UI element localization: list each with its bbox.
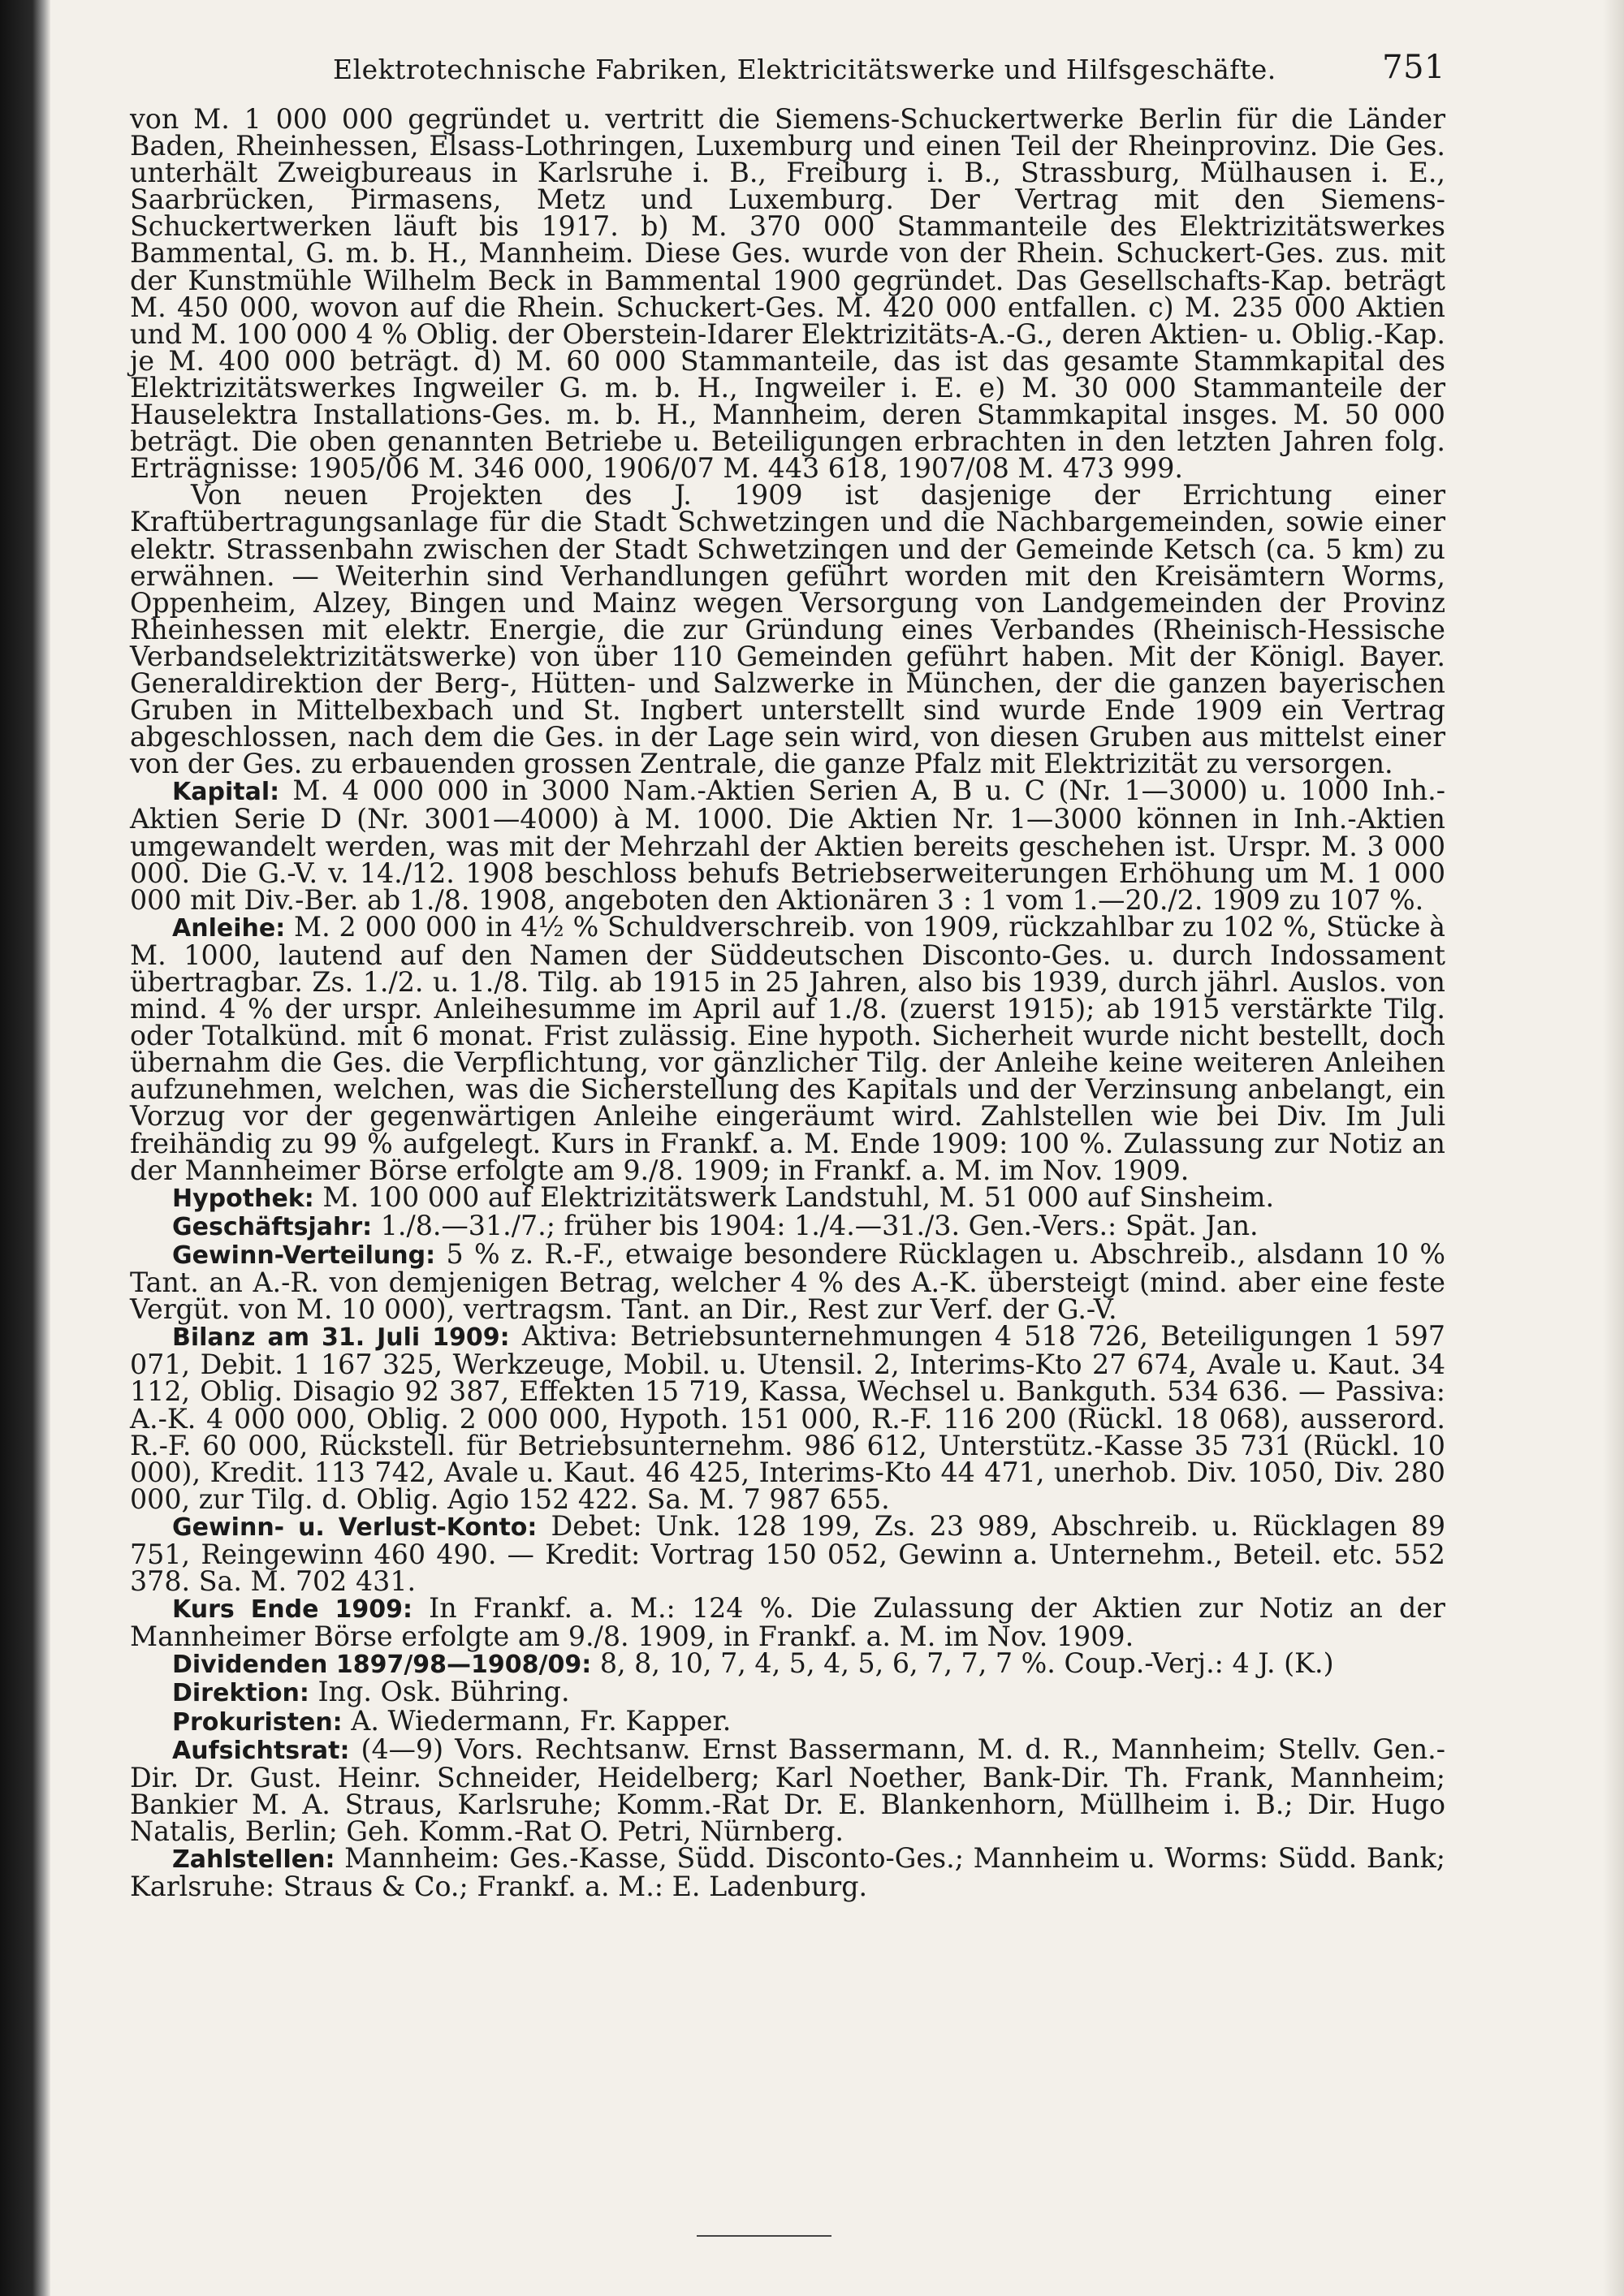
section-text: (4—9) Vors. Rechtsanw. Ernst Bassermann, M. d. R., Mannheim; Stellv. Gen.-Dir. Dr. Gust. Heinr. Schneider, Heidelberg; Karl Noether, Bank-Dir. Th. Frank, Mannheim; Bankier M. A. Straus, Karlsruhe; Komm.-Rat Dr. E. Blankenhorn, Müllheim i. B.; Dir. Hugo Natalis, Berlin; Geh. Komm.-Rat O. Petri, Nürnberg.: [130, 1733, 1445, 1847]
paragraph-text: von M. 1 000 000 gegründet u. vertritt die Siemens-Schuckertwerke Berlin für die Länder Baden, Rheinhessen, Elsass-Lothringen, Luxemburg und einen Teil der Rheinprovinz. Die Ges. unterhält Zweigbureaus in Karlsruhe i. B., Freiburg i. B., Strassburg, Mülhausen i. E., Saarbrücken, Pirmasens, Metz und Luxemburg. Der Vertrag mit den Siemens-Schuckertwerken läuft bis 1917. b) M. 370 000 Stammanteile des Elektrizitätswerkes Bammental, G. m. b. H., Mannheim. Diese Ges. wurde von der Rhein. Schuckert-Ges. zus. mit der Kunstmühle Wilhelm Beck in Bammental 1900 gegründet. Das Gesellschafts-Kap. beträgt M. 450 000, wovon auf die Rhein. Schuckert-Ges. M. 420 000 entfallen. c) M. 235 000 Aktien und M. 100 000 4 % Oblig. der Oberstein-Idarer Elektrizitäts-A.-G., deren Aktien- u. Oblig.-Kap. je M. 400 000 beträgt. d) M. 60 000 Stammanteile, das ist das gesamte Stammkapital des Elektrizitätswerkes Ingweiler G. m. b. H., Ingweiler i. E. e) M. 30 000 Stammanteile der Hauselektra Installations-Ges. m. b. H., Mannheim, deren Stammkapital insges. M. 50 000 beträgt. Die oben genannten Betriebe u. Beteiligungen erbrachten in den letzten Jahren folg. Erträgnisse: 1905/06 M. 346 000, 1906/07 M. 443 618, 1907/08 M. 473 999.: [130, 103, 1445, 485]
section-direktion: [130, 1678, 1445, 1707]
page-edge-shadow: [1603, 0, 1624, 2296]
section-label: Gewinn- u. Verlust-Konto:: [172, 1513, 538, 1542]
section-text: 5 % z. R.-F., etwaige besondere Rücklagen u. Abschreib., alsdann 10 % Tant. an A.-R. von demjenigen Betrag, welcher 4 % des A.-K. übersteigt (mind. aber eine feste Vergüt. von M. 10 000), vertragsm. Tant. an Dir., Rest zur Verf. der G.-V.: [130, 1237, 1445, 1326]
page-header: [130, 49, 1445, 106]
section-text: 8, 8, 10, 7, 4, 5, 4, 5, 6, 7, 7, 7 %. Coup.-Verj.: 4 J. (K.): [599, 1647, 1334, 1680]
section-text: A. Wiedermann, Fr. Kapper.: [351, 1704, 732, 1737]
section-gewinn-verlust-konto: [130, 1509, 1446, 1598]
section-dividenden: [130, 1647, 1445, 1680]
section-kapital: [130, 775, 1445, 916]
section-kurs: [130, 1592, 1445, 1653]
section-hypothek: [130, 1180, 1445, 1213]
section-zahlstellen: [130, 1842, 1445, 1903]
section-geschaeftsjahr: [130, 1209, 1445, 1241]
section-anleihe: [130, 910, 1445, 1186]
section-prokuristen: [130, 1704, 1445, 1737]
section-text: M. 2 000 000 in 4½ % Schuldverschreib. von 1909, rückzahlbar zu 102 %, Stücke à M. 1000, lautend auf den Namen der Süddeutschen Disconto-Ges. u. durch Indossament übertragbar. Zs. 1./2. u. 1./8. Tilg. ab 1915 in 25 Jahren, also bis 1939, durch jährl. Auslos. von mind. 4 % der urspr. Anleihesumme im April auf 1./8. (zuerst 1915); ab 1915 verstärkte Tilg. oder Totalkünd. mit 6 monat. Frist zulässig. Eine hypoth. Sicherheit wurde nicht bestellt, doch übernahm die Ges. die Verpflichtung, vor gänzlicher Tilg. der Anleihe keine weiteren Anleihen aufzunehmen, welchen, was die Sicherstellung des Kapitals und der Verzinsung anbelangt, ein Vorzug vor der gegenwärtigen Anleihe eingeräumt wird. Zahlstellen wie bei Div. Im Juli freihändig zu 99 % aufgelegt. Kurs in Frankf. a. M. Ende 1909: 100 %. Zulassung zur Notiz an der Mannheimer Börse erfolgte am 9./8. 1909; in Frankf. a. M. im Nov. 1909.: [130, 910, 1445, 1186]
section-label: Geschäftsjahr:: [172, 1212, 373, 1241]
section-label: Aufsichtsrat:: [172, 1736, 350, 1765]
end-rule: [697, 2235, 831, 2237]
section-text: Ing. Osk. Bühring.: [317, 1676, 570, 1708]
section-label: Prokuristen:: [172, 1707, 343, 1737]
document-page: [130, 49, 1446, 1903]
paragraph-text: Von neuen Projekten des J. 1909 ist dasjenige der Errichtung einer Kraftübertragungsanlage für die Stadt Schwetzingen und die Nachbargemeinden, sowie einer elektr. Strassenbahn zwischen der Stadt Schwetzingen und der Gemeinde Ketsch (ca. 5 km) zu erwähnen. — Weiterhin sind Verhandlungen geführt worden mit den Kreisämtern Worms, Oppenheim, Alzey, Bingen und Mainz wegen Versorgung von Landgemeinden der Provinz Rheinhessen mit elektr. Energie, die zur Gründung eines Verbandes (Rheinisch-Hessische Verbandselektrizitätswerke) von über 110 Gemeinden geführt haben. Mit der Königl. Bayer. Generaldirektion der Berg-, Hütten- und Salzwerke in München, der die ganzen bayerischen Gruben in Mittelbexbach und St. Ingbert unterstellt sind wurde Ende 1909 ein Vertrag abgeschlossen, nach dem die Ges. in der Lage sein wird, von diesen Gruben aus mittelst einer von der Ges. zu erbauenden grossen Zentrale, die ganze Pfalz mit Elektrizität zu versorgen.: [130, 479, 1445, 780]
page-number: 751: [1382, 49, 1445, 86]
section-label: Hypothek:: [172, 1184, 314, 1213]
section-text: M. 4 000 000 in 3000 Nam.-Aktien Serien A, B u. C (Nr. 1—3000) u. 1000 Inh.-Aktien Serie D (Nr. 3001—4000) à M. 1000. Die Aktien Nr. 1—3000 können in Inh.-Aktien umgewandelt werden, was mit der Mehrzahl der Aktien bereits geschehen ist. Urspr. M. 3 000 000. Die G.-V. v. 14./12. 1908 beschloss behufs Betriebserweiterungen Erhöhung um M. 1 000 000 mit Div.-Ber. ab 1./8. 1908, angeboten den Aktionären 3 : 1 vom 1.—20./2. 1909 zu 107 %.: [130, 775, 1445, 916]
section-text: Mannheim: Ges.-Kasse, Südd. Disconto-Ges.; Mannheim u. Worms: Südd. Bank; Karlsruhe: Straus & Co.; Frankf. a. M.: E. Ladenburg.: [130, 1842, 1445, 1903]
section-text: 1./8.—31./7.; früher bis 1904: 1./4.—31./3. Gen.-Vers.: Spät. Jan.: [380, 1209, 1259, 1241]
section-aufsichtsrat: [130, 1733, 1445, 1847]
section-bilanz: [130, 1320, 1445, 1515]
section-label: Zahlstellen:: [172, 1845, 335, 1874]
binding-edge: [0, 0, 50, 2296]
section-text: In Frankf. a. M.: 124 %. Die Zulassung der Aktien zur Notiz an der Mannheimer Börse erfolgte am 9./8. 1909, in Frankf. a. M. im Nov. 1909.: [130, 1592, 1445, 1653]
section-text: Aktiva: Betriebsunternehmungen 4 518 726, Beteiligungen 1 597 071, Debit. 1 167 325, Werkzeuge, Mobil. u. Utensil. 2, Interims-Kto 27 674, Avale u. Kaut. 34 112, Oblig. Disagio 92 387, Effekten 15 719, Kassa, Wechsel u. Bankguth. 534 636. — Passiva: A.-K. 4 000 000, Oblig. 2 000 000, Hypoth. 151 000, R.-F. 116 200 (Rückl. 18 068), ausserord. R.-F. 60 000, Rückstell. für Betriebsunternehm. 986 612, Unterstütz.-Kasse 35 731 (Rückl. 10 000), Kredit. 113 742, Avale u. Kaut. 46 425, Interims-Kto 44 471, unerhob. Div. 1050, Div. 280 000, zur Tilg. d. Oblig. Agio 152 422. Sa. M. 7 987 655.: [130, 1320, 1445, 1515]
section-text: M. 100 000 auf Elektrizitätswerk Landstuhl, M. 51 000 auf Sinsheim.: [322, 1180, 1275, 1213]
section-gewinn-verteilung: [130, 1237, 1445, 1326]
section-label: Dividenden 1897/98—1908/09:: [172, 1651, 592, 1680]
running-title: Elektrotechnische Fabriken, Elektricitätswerke und Hilfsgeschäfte.: [333, 54, 1276, 85]
company-paragraph-holdings: [130, 103, 1445, 485]
section-label: Kurs Ende 1909:: [172, 1595, 412, 1625]
section-text: Debet: Unk. 128 199, Zs. 23 989, Abschreib. u. Rücklagen 89 751, Reingewinn 460 490. — Kredit: Vortrag 150 052, Gewinn a. Unternehm., Beteil. etc. 552 378. Sa. M. 702 431.: [130, 1509, 1446, 1598]
body-text: [130, 103, 1446, 1903]
company-paragraph-projects: [130, 479, 1445, 780]
section-label: Direktion:: [172, 1679, 309, 1708]
section-label: Kapital:: [172, 778, 280, 807]
section-label: Gewinn-Verteilung:: [172, 1241, 436, 1270]
section-label: Bilanz am 31. Juli 1909:: [172, 1323, 510, 1353]
section-label: Anleihe:: [172, 913, 286, 943]
